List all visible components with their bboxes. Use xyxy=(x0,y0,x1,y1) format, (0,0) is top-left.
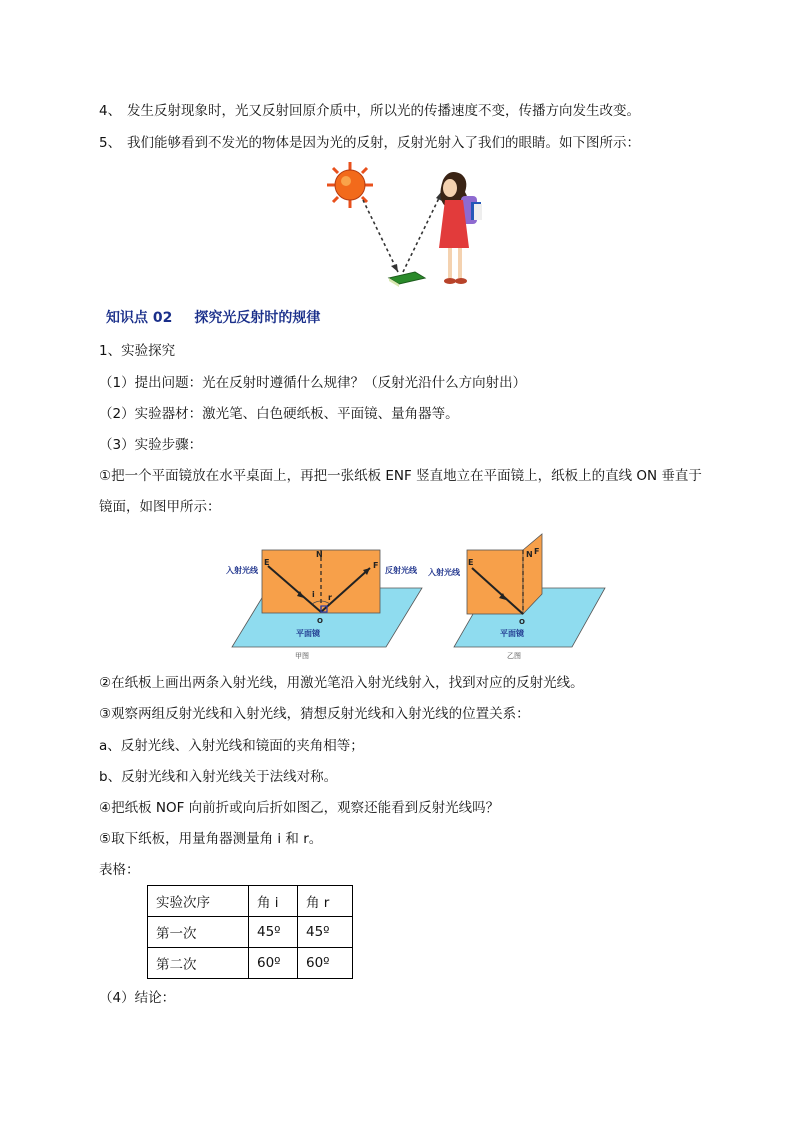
label-incident-yi: 入射光线 xyxy=(428,568,460,577)
table-cell: 45º xyxy=(298,917,353,948)
text-line-2: （1）提出问题：光在反射时遵循什么规律？（反射光沿什么方向射出） xyxy=(99,375,527,391)
text-line-13: 表格： xyxy=(99,862,140,878)
text-line-12: ⑤取下纸板，用量角器测量角 i 和 r。 xyxy=(99,831,323,847)
label-reflected-jia: 反射光线 xyxy=(385,566,417,575)
reflection-illustration xyxy=(325,160,505,300)
figure-jia xyxy=(225,550,422,660)
text-line-4: （3）实验步骤： xyxy=(99,437,203,453)
label-O-yi: O xyxy=(519,618,525,626)
text-line-11: ④把纸板 NOF 向前折或向后折如图乙，观察还能看到反射光线吗？ xyxy=(99,800,500,816)
results-table xyxy=(147,885,353,979)
label-F-yi: F xyxy=(534,547,540,556)
section-title: 探究光反射时的规律 xyxy=(194,310,321,326)
label-N-jia: N xyxy=(316,550,323,559)
label-O-jia: O xyxy=(317,617,323,625)
item-4-text: 发生反射现象时，光又反射回原介质中，所以光的传播速度不变，传播方向发生改变。 xyxy=(127,103,640,119)
table-header-cell: 实验次序 xyxy=(148,886,249,917)
caption-yi: 乙图 xyxy=(507,652,521,660)
label-r: r xyxy=(328,593,332,602)
table-cell: 45º xyxy=(249,917,298,948)
label-mirror-jia: 平面镜 xyxy=(296,629,320,638)
table-header-row xyxy=(148,886,353,917)
item-5-text: 我们能够看到不发光的物体是因为光的反射，反射光射入了我们的眼睛。如下图所示： xyxy=(127,135,640,151)
text-line-1: 1、实验探究 xyxy=(99,343,176,359)
text-line-8: ③观察两组反射光线和入射光线，猜想反射光线和入射光线的位置关系： xyxy=(99,706,530,722)
item-4 xyxy=(99,101,640,121)
text-line-6: 镜面，如图甲所示： xyxy=(99,499,221,515)
table-header-cell: 角 r xyxy=(298,886,353,917)
text-line-14: （4）结论： xyxy=(99,990,176,1006)
label-incident-jia: 入射光线 xyxy=(226,566,258,575)
label-i: i xyxy=(312,590,315,599)
table-header-cell: 角 i xyxy=(249,886,298,917)
label-E-jia: E xyxy=(264,558,270,567)
table-cell: 第二次 xyxy=(148,948,249,979)
sun-icon xyxy=(327,162,373,208)
item-5-number: 5、 xyxy=(99,135,122,151)
text-line-5: ①把一个平面镜放在水平桌面上，再把一张纸板 ENF 竖直地立在平面镜上，纸板上的直线 ON 垂直于 xyxy=(99,468,702,484)
label-mirror-yi: 平面镜 xyxy=(500,629,524,638)
section-label: 知识点 02 xyxy=(106,310,173,326)
text-line-9: a、反射光线、入射光线和镜面的夹角相等； xyxy=(99,738,364,754)
experiment-figure xyxy=(220,530,615,665)
label-N-yi: N xyxy=(526,550,533,559)
label-F-jia: F xyxy=(373,561,379,570)
table-row xyxy=(148,948,353,979)
book-icon xyxy=(389,272,425,287)
table-cell: 60º xyxy=(298,948,353,979)
caption-jia: 甲图 xyxy=(295,652,309,660)
text-line-10: b、反射光线和入射光线关于法线对称。 xyxy=(99,769,338,785)
table-cell: 60º xyxy=(249,948,298,979)
item-4-number: 4、 xyxy=(99,103,122,119)
label-E-yi: E xyxy=(468,558,474,567)
section-heading xyxy=(106,308,320,328)
text-line-7: ②在纸板上画出两条入射光线，用激光笔沿入射光线射入，找到对应的反射光线。 xyxy=(99,675,584,691)
figure-yi xyxy=(427,534,605,660)
table-cell: 第一次 xyxy=(148,917,249,948)
item-5 xyxy=(99,133,640,153)
table-row xyxy=(148,917,353,948)
girl-icon xyxy=(439,172,482,284)
text-line-3: （2）实验器材：激光笔、白色硬纸板、平面镜、量角器等。 xyxy=(99,406,459,422)
